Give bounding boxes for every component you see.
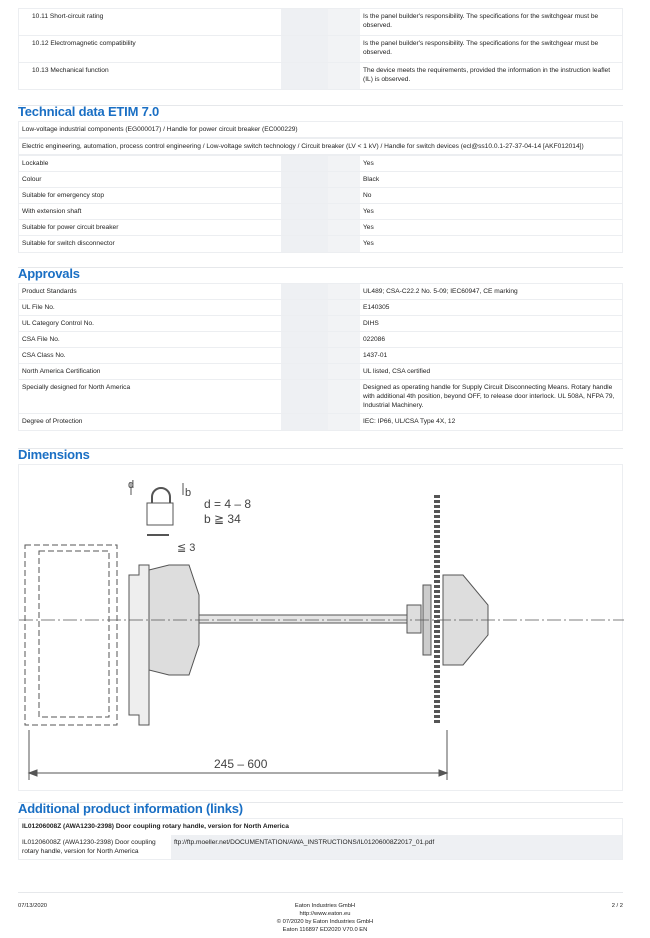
table-row [19,172,622,188]
row-label: North America Certification [22,368,101,375]
row-value: 1437-01 [363,352,388,359]
section-title-approvals: Approvals [18,266,80,281]
row-value: Yes [363,208,374,215]
table-row [19,204,622,220]
label-d: d [128,479,135,491]
label-length: 245 – 600 [214,757,268,771]
table-row [19,9,622,36]
table-row [19,316,622,332]
safety-table [18,8,623,90]
footer-center [225,902,425,934]
row-label: Specially designed for North America [22,384,131,391]
row-value: E140305 [363,304,390,311]
row-value: 022086 [363,336,386,343]
row-value: Is the panel builder's responsibility. The specifications for the switchgear must be observed. [363,13,599,29]
row-label: CSA Class No. [22,352,66,359]
table-row [19,364,622,380]
table-row [19,348,622,364]
section-title-links: Additional product information (links) [18,801,243,816]
label-b: b [185,487,192,499]
row-value: Black [363,176,380,183]
table-row [19,220,622,236]
row-value: Is the panel builder's responsibility. The specifications for the switchgear must be observed. [363,40,599,56]
table-row [19,63,622,89]
table-row [19,188,622,204]
row-label: UL Category Control No. [22,320,94,327]
handle-mechanism [129,565,149,725]
row-label: With extension shaft [22,208,82,215]
row-label: Product Standards [22,288,77,295]
links-table [18,818,623,860]
link-url[interactable]: ftp://ftp.moeller.net/DOCUMENTATION/AWA_INSTRUCTIONS/IL01206008Z2017_01.pdf [171,835,622,859]
table-row [19,414,622,430]
row-value: Yes [363,224,374,231]
footer-copyright: © 07/2020 by Eaton Industries GmbH [276,919,374,925]
footer-doc-id: Eaton 116897 ED2020 V70.0 EN [282,927,368,933]
section-title-dimensions: Dimensions [18,447,90,462]
extension-shaft [199,615,409,623]
etim-table [18,121,623,253]
drawing-svg [19,465,624,792]
row-value: The device meets the requirements, provided the information in the instruction leaflet (IL) is observed. [363,67,611,83]
table-row [19,284,622,300]
row-value: UL listed, CSA certified [363,368,431,375]
etim-class-path: Electric engineering, automation, process control engineering / Low-voltage switch technology / Circuit breaker (LV < 1 kV) / Handle for switch devices (ecl@ss10.0.1-27-37-04-14 [AKF012014]) [19,139,622,156]
row-value: Yes [363,160,374,167]
table-row [19,380,622,414]
table-row [19,156,622,172]
dimension-drawing [18,464,623,791]
row-value: Designed as operating handle for Supply Circuit Disconnecting Means. Rotary handle with additional 4th position, beyond OFF, to release door interlock. UL 508A, NFPA 79, Industrial Machinery. [363,384,615,409]
link-heading: IL01206008Z (AWA1230-2398) Door coupling rotary handle, version for North America [22,823,289,830]
row-label: CSA File No. [22,336,60,343]
table-row [19,332,622,348]
row-label: 10.11 Short-circuit rating [32,13,104,20]
footer-page-number: 2 / 2 [611,903,623,909]
padlock-body [147,503,173,525]
table-row [19,36,622,63]
row-label: Suitable for power circuit breaker [22,224,119,231]
table-row [19,236,622,252]
label-b-min: b ≧ 34 [204,512,241,526]
section-title-etim: Technical data ETIM 7.0 [18,104,160,119]
approvals-table [18,283,623,431]
row-value: Yes [363,240,374,247]
etim-class: Low-voltage industrial components (EG000017) / Handle for power circuit breaker (EC000229) [19,122,622,139]
row-value: IEC: IP66, UL/CSA Type 4X, 12 [363,418,456,425]
row-label: 10.12 Electromagnetic compatibility [32,40,136,47]
row-label: Degree of Protection [22,418,83,425]
label-gap: ≦ 3 [177,542,196,554]
row-value: DIHS [363,320,379,327]
row-label: Colour [22,176,42,183]
row-label: Suitable for switch disconnector [22,240,115,247]
label-d-range: d = 4 – 8 [204,497,252,511]
footer-website[interactable]: http://www.eaton.eu [299,911,351,917]
footer-date: 07/13/2020 [18,903,48,909]
row-value: No [363,192,372,199]
row-value: UL489; CSA-C22.2 No. 5-09; IEC60947, CE marking [363,288,518,295]
link-name: IL01206008Z (AWA1230-2398) Door coupling rotary handle, version for North America [22,839,156,855]
row-label: UL File No. [22,304,55,311]
table-row [19,300,622,316]
row-label: 10.13 Mechanical function [32,67,109,74]
row-label: Suitable for emergency stop [22,192,105,199]
footer-company: Eaton Industries GmbH [294,903,356,909]
row-label: Lockable [22,160,49,167]
